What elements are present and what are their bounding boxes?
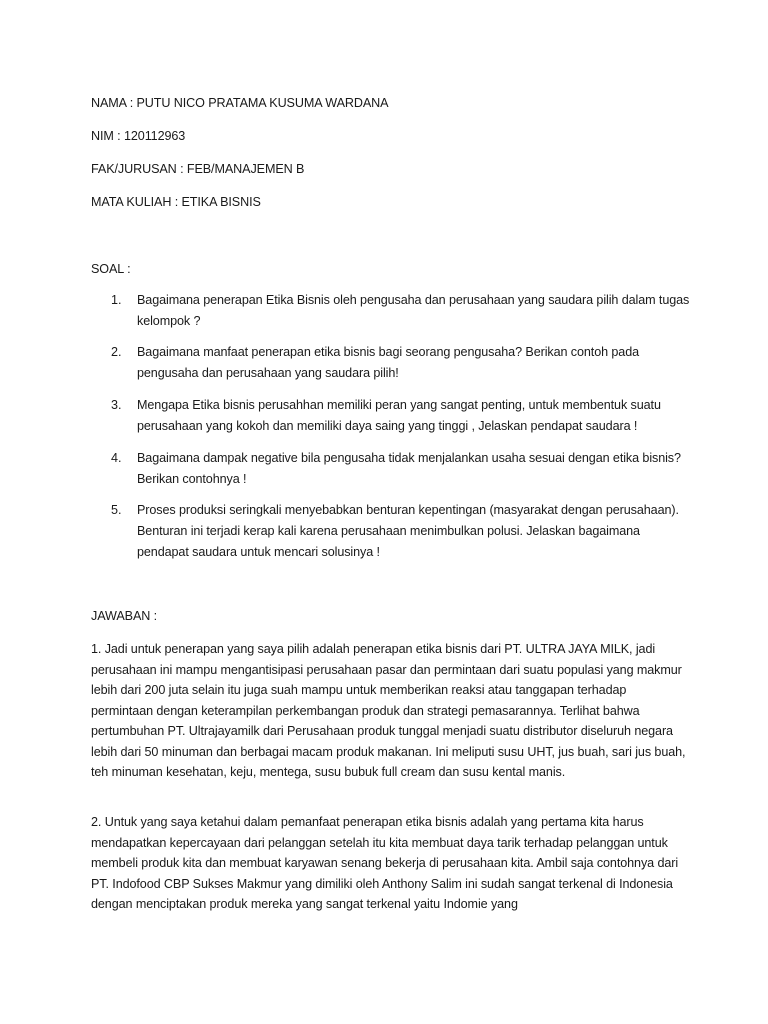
student-nim: NIM : 120112963 [91, 129, 186, 143]
question-number: 1. [111, 293, 122, 307]
question-text: Bagaimana dampak negative bila pengusaha tidak menjalankan usaha sesuai dengan etika bisnis? Berikan contohnya ! [137, 451, 681, 486]
question-number: 4. [111, 451, 122, 465]
question-text: Proses produksi seringkali menyebabkan benturan kepentingan (masyarakat dengan perusahaan). Benturan ini terjadi kerap kali karena perusahaan menimbulkan polusi. Jelaskan bagaimana pendapat saudara untuk mencari solusinya ! [137, 503, 679, 559]
answer-paragraph: 2. Untuk yang saya ketahui dalam pemanfaat penerapan etika bisnis adalah yang pertama kita harus mendapatkan kepercayaan dari pelanggan setelah itu kita membuat daya tarik terhadap pelanggan untuk membeli produk kita dan membuat karyawan senang bekerja di perusahaan kita. Ambil saja contohnya dari PT. Indofood CBP Sukses Makmur yang dimiliki oleh Anthony Salim ini sudah sangat terkenal di Indonesia dengan menciptakan produk mereka yang sangat terkenal yaitu Indomie yang [91, 815, 679, 911]
question-number: 2. [111, 345, 122, 359]
soal-heading: SOAL : [91, 262, 131, 276]
question-number: 5. [111, 503, 122, 517]
answer-paragraph: 1. Jadi untuk penerapan yang saya pilih adalah penerapan etika bisnis dari PT. ULTRA JAYA MILK, jadi perusahaan ini mampu mengantisipasi perusahaan pasar dan permintaan dari suatu populasi yang makmur lebih dari 200 juta selain itu juga suah mampu untuk memberikan reaksi atau tanggapan terhadap permintaan dengan keterampilan perkembangan produk dan strategi pemasarannya. Terlihat bahwa pertumbuhan PT. Ultrajayamilk dari Perusahaan produk tunggal menjadi suatu distributor diseluruh negara lebih dari 50 minuman dan berbagai macam produk makanan. Ini meliputi susu UHT, jus buah, sari jus buah, teh minuman kesehatan, keju, mentega, susu bubuk full cream dan susu kental manis. [91, 642, 686, 779]
question-text: Bagaimana penerapan Etika Bisnis oleh pengusaha dan perusahaan yang saudara pilih dalam tugas kelompok ? [137, 293, 690, 328]
question-text: Mengapa Etika bisnis perusahhan memiliki peran yang sangat penting, untuk membentuk suatu perusahaan yang kokoh dan memiliki daya saing yang tinggi , Jelaskan pendapat saudara ! [137, 398, 661, 433]
student-name: NAMA : PUTU NICO PRATAMA KUSUMA WARDANA [91, 96, 389, 110]
question-number: 3. [111, 398, 122, 412]
jawaban-heading: JAWABAN : [91, 609, 158, 623]
question-text: Bagaimana manfaat penerapan etika bisnis bagi seorang pengusaha? Berikan contoh pada pengusaha dan perusahaan yang saudara pilih! [137, 345, 640, 380]
course-name: MATA KULIAH : ETIKA BISNIS [91, 195, 261, 209]
faculty-major: FAK/JURUSAN : FEB/MANAJEMEN B [91, 162, 305, 176]
